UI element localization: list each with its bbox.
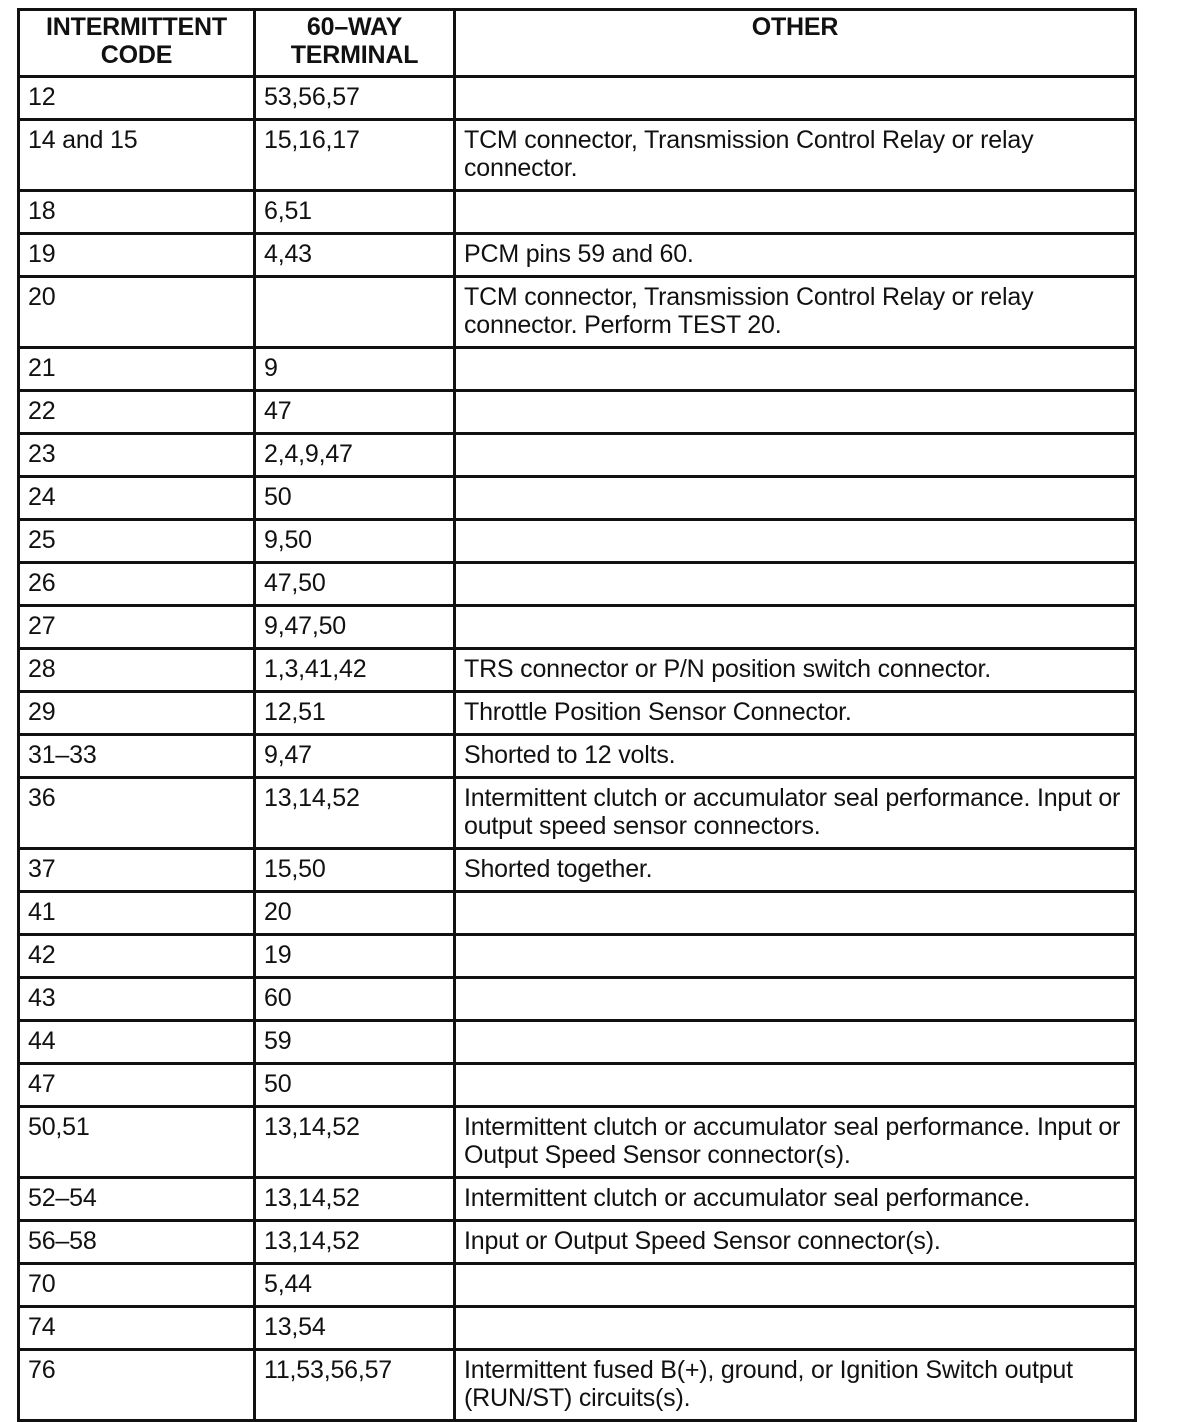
- code-cell: 52–54: [19, 1178, 255, 1221]
- other-cell: [455, 348, 1136, 391]
- terminal-cell: 15,50: [255, 849, 455, 892]
- terminal-cell: 5,44: [255, 1264, 455, 1307]
- header-60-way-terminal: [255, 10, 455, 77]
- other-cell: PCM pins 59 and 60.: [455, 234, 1136, 277]
- code-cell: 19: [19, 234, 255, 277]
- code-cell: 74: [19, 1307, 255, 1350]
- other-cell: [455, 892, 1136, 935]
- terminal-cell: 50: [255, 1064, 455, 1107]
- table-row: [19, 1021, 1136, 1064]
- code-cell: 14 and 15: [19, 120, 255, 191]
- other-cell: [455, 520, 1136, 563]
- intermittent-code-table: [17, 8, 1137, 1422]
- header-code-line2: CODE: [100, 41, 173, 69]
- table-row: [19, 1264, 1136, 1307]
- table-row: [19, 348, 1136, 391]
- header-intermittent-code: [19, 10, 255, 77]
- code-cell: 36: [19, 778, 255, 849]
- table-row: [19, 77, 1136, 120]
- table-row: [19, 563, 1136, 606]
- terminal-cell: [255, 277, 455, 348]
- table-row: [19, 1107, 1136, 1178]
- other-cell: [455, 391, 1136, 434]
- header-other: OTHER: [455, 10, 1136, 77]
- terminal-cell: 60: [255, 978, 455, 1021]
- table-row: [19, 692, 1136, 735]
- other-cell: Shorted to 12 volts.: [455, 735, 1136, 778]
- terminal-cell: 2,4,9,47: [255, 434, 455, 477]
- terminal-cell: 4,43: [255, 234, 455, 277]
- code-cell: 56–58: [19, 1221, 255, 1264]
- other-cell: [455, 191, 1136, 234]
- table-row: [19, 1307, 1136, 1350]
- table-row: [19, 1221, 1136, 1264]
- table-row: [19, 606, 1136, 649]
- table-row: [19, 892, 1136, 935]
- terminal-cell: 6,51: [255, 191, 455, 234]
- other-cell: [455, 477, 1136, 520]
- code-cell: 27: [19, 606, 255, 649]
- other-cell: [455, 1307, 1136, 1350]
- code-cell: 18: [19, 191, 255, 234]
- terminal-cell: 13,14,52: [255, 1178, 455, 1221]
- other-cell: [455, 434, 1136, 477]
- terminal-cell: 19: [255, 935, 455, 978]
- code-cell: 43: [19, 978, 255, 1021]
- other-cell: Intermittent clutch or accumulator seal performance. Input or output speed sensor connectors.: [455, 778, 1136, 849]
- table-row: [19, 778, 1136, 849]
- other-cell: [455, 1264, 1136, 1307]
- terminal-cell: 13,14,52: [255, 1221, 455, 1264]
- other-cell: Shorted together.: [455, 849, 1136, 892]
- other-cell: TRS connector or P/N position switch connector.: [455, 649, 1136, 692]
- terminal-cell: 9: [255, 348, 455, 391]
- terminal-cell: 9,47: [255, 735, 455, 778]
- intermittent-code-sheet: [17, 8, 1134, 1422]
- code-cell: 25: [19, 520, 255, 563]
- table-row: [19, 1178, 1136, 1221]
- terminal-cell: 47: [255, 391, 455, 434]
- code-rows: [19, 77, 1136, 1421]
- code-cell: 47: [19, 1064, 255, 1107]
- code-cell: 44: [19, 1021, 255, 1064]
- code-cell: 28: [19, 649, 255, 692]
- other-cell: Intermittent clutch or accumulator seal performance. Input or Output Speed Sensor connector(s).: [455, 1107, 1136, 1178]
- code-cell: 76: [19, 1350, 255, 1421]
- table-row: [19, 935, 1136, 978]
- other-cell: [455, 563, 1136, 606]
- code-cell: 21: [19, 348, 255, 391]
- code-cell: 50,51: [19, 1107, 255, 1178]
- code-cell: 26: [19, 563, 255, 606]
- table-row: [19, 120, 1136, 191]
- table-row: [19, 849, 1136, 892]
- other-cell: Input or Output Speed Sensor connector(s).: [455, 1221, 1136, 1264]
- header-terminal-line1: 60–WAY: [306, 13, 403, 41]
- code-cell: 37: [19, 849, 255, 892]
- code-cell: 31–33: [19, 735, 255, 778]
- table-row: [19, 434, 1136, 477]
- code-cell: 22: [19, 391, 255, 434]
- table-row: [19, 1064, 1136, 1107]
- terminal-cell: 59: [255, 1021, 455, 1064]
- other-cell: Intermittent clutch or accumulator seal performance.: [455, 1178, 1136, 1221]
- code-cell: 42: [19, 935, 255, 978]
- terminal-cell: 11,53,56,57: [255, 1350, 455, 1421]
- other-cell: [455, 1064, 1136, 1107]
- table-row: [19, 391, 1136, 434]
- table-row: [19, 520, 1136, 563]
- terminal-cell: 13,14,52: [255, 1107, 455, 1178]
- header-row: [19, 10, 1136, 77]
- code-cell: 24: [19, 477, 255, 520]
- table-row: [19, 191, 1136, 234]
- terminal-cell: 9,47,50: [255, 606, 455, 649]
- other-cell: TCM connector, Transmission Control Relay or relay connector.: [455, 120, 1136, 191]
- other-cell: Intermittent fused B(+), ground, or Ignition Switch output (RUN/ST) circuits(s).: [455, 1350, 1136, 1421]
- terminal-cell: 1,3,41,42: [255, 649, 455, 692]
- header-code-line1: INTERMITTENT: [46, 13, 227, 41]
- other-cell: [455, 1021, 1136, 1064]
- terminal-cell: 15,16,17: [255, 120, 455, 191]
- code-cell: 41: [19, 892, 255, 935]
- table-row: [19, 1350, 1136, 1421]
- table-row: [19, 234, 1136, 277]
- terminal-cell: 50: [255, 477, 455, 520]
- other-cell: [455, 77, 1136, 120]
- header-terminal-line2: TERMINAL: [290, 41, 419, 69]
- terminal-cell: 9,50: [255, 520, 455, 563]
- other-cell: [455, 935, 1136, 978]
- terminal-cell: 47,50: [255, 563, 455, 606]
- code-cell: 12: [19, 77, 255, 120]
- other-cell: TCM connector, Transmission Control Relay or relay connector. Perform TEST 20.: [455, 277, 1136, 348]
- table-row: [19, 978, 1136, 1021]
- table-row: [19, 477, 1136, 520]
- terminal-cell: 20: [255, 892, 455, 935]
- other-cell: [455, 606, 1136, 649]
- terminal-cell: 13,14,52: [255, 778, 455, 849]
- other-cell: [455, 978, 1136, 1021]
- code-cell: 23: [19, 434, 255, 477]
- terminal-cell: 53,56,57: [255, 77, 455, 120]
- code-cell: 29: [19, 692, 255, 735]
- table-row: [19, 735, 1136, 778]
- terminal-cell: 13,54: [255, 1307, 455, 1350]
- code-cell: 70: [19, 1264, 255, 1307]
- table-row: [19, 277, 1136, 348]
- other-cell: Throttle Position Sensor Connector.: [455, 692, 1136, 735]
- terminal-cell: 12,51: [255, 692, 455, 735]
- code-cell: 20: [19, 277, 255, 348]
- table-row: [19, 649, 1136, 692]
